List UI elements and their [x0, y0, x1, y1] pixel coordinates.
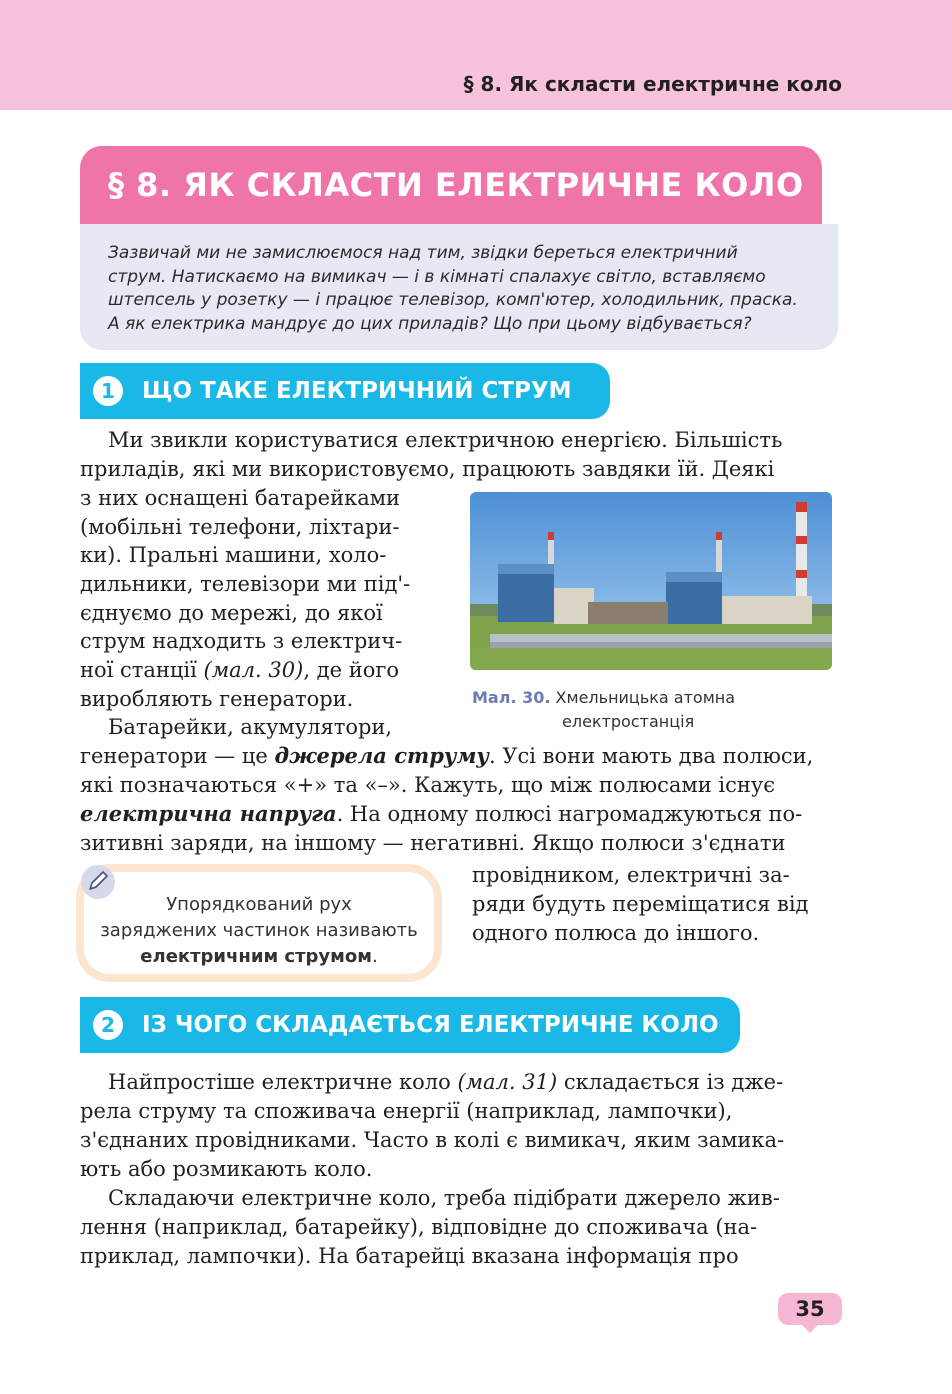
text-line: одного полюса до іншого.	[472, 921, 760, 945]
text-line-content: Ми звикли користуватися електричною енергією. Більшість	[108, 428, 783, 452]
running-header: § 8. Як скласти електричне коло	[463, 72, 842, 96]
text-line: з'єднаних провідниками. Часто в колі є вимикач, яким замика-	[80, 1128, 785, 1152]
text-line: зитивні заряди, на іншому — негативні. Якщо полюси з'єднати	[80, 831, 786, 855]
caption-text: електростанція	[562, 712, 695, 731]
text-line	[108, 1068, 783, 1097]
text-line: виробляють генератори.	[80, 687, 354, 711]
definition-term: електричним струмом	[140, 946, 372, 967]
definition-line: Упорядкований рух	[166, 894, 352, 915]
text-run: складається із дже-	[557, 1070, 784, 1094]
chapter-title: § 8. ЯК СКЛАСТИ ЕЛЕКТРИЧНЕ КОЛО	[108, 166, 804, 204]
section-title: ЩО ТАКЕ ЕЛЕКТРИЧНИЙ СТРУМ	[142, 378, 572, 404]
intro-box	[80, 224, 838, 350]
text-run: генератори — це	[80, 744, 275, 768]
text-line: приклад, лампочки). На батарейці вказана інформація про	[80, 1244, 739, 1268]
text-line: з них оснащені батарейками	[80, 486, 401, 510]
figure-label: Мал. 30.	[472, 688, 551, 707]
text-run: , де його	[303, 658, 399, 682]
section-number-badge: 2	[93, 1010, 123, 1040]
power-plant-photo	[470, 492, 832, 670]
text-line: рела струму та споживача енергії (наприклад, лампочки),	[80, 1099, 733, 1123]
section-2-heading	[80, 997, 740, 1053]
text-run: ної станції	[80, 658, 204, 682]
text-line	[80, 800, 802, 829]
text-line	[80, 656, 399, 685]
definition-line: заряджених частинок називають	[100, 920, 418, 941]
text-line: Складаючи електричне коло, треба підібрати джерело жив-	[108, 1186, 780, 1210]
text-line: Батарейки, акумулятори,	[108, 715, 393, 739]
intro-line: Зазвичай ми не замислюємося над тим, звідки береться електричний	[108, 243, 738, 263]
text-line	[80, 426, 832, 455]
text-line: ряди будуть переміщатися від	[472, 892, 809, 916]
text-run: . Усі вони мають два полюси,	[488, 744, 814, 768]
intro-line: А як електрика мандрує до цих приладів? Що при цьому відбувається?	[108, 313, 752, 334]
text-line: які позначаються «+» та «–». Кажуть, що між полюсами існує	[80, 773, 775, 797]
chapter-title-bar	[80, 146, 822, 224]
figure-reference: (мал. 30)	[203, 658, 304, 682]
intro-line: штепсель у розетку — і працює телевізор, комп'ютер, холодильник, праска.	[108, 290, 798, 310]
text-line: провідником, електричні за-	[472, 863, 790, 887]
text-line: (мобільні телефони, ліхтари-	[80, 515, 400, 539]
section-1-heading	[80, 363, 610, 419]
text-line	[80, 742, 813, 771]
pencil-icon	[80, 864, 116, 900]
intro-line: струм. Натискаємо на вимикач — і в кімнаті спалахує світло, вставляємо	[108, 266, 766, 287]
definition-text	[84, 892, 434, 970]
term-voltage: електрична напруга	[80, 801, 337, 826]
caption-text: Хмельницька атомна	[555, 688, 736, 707]
text-line: ють або розмикають коло.	[80, 1157, 373, 1181]
definition-box	[76, 864, 442, 982]
text-run: Найпростіше електричне коло	[108, 1070, 458, 1094]
text-line: струм надходить з електрич-	[80, 629, 403, 653]
text-line: дильники, телевізори ми під'-	[80, 572, 411, 596]
figure-reference: (мал. 31)	[457, 1070, 558, 1094]
page-number: 35	[778, 1293, 842, 1325]
text-line: єднуємо до мережі, до якої	[80, 601, 383, 625]
text-line: лення (наприклад, батарейку), відповідне до споживача (на-	[80, 1215, 758, 1239]
section-title: ІЗ ЧОГО СКЛАДАЄТЬСЯ ЕЛЕКТРИЧНЕ КОЛО	[142, 1012, 719, 1038]
page-number-tail	[801, 1324, 819, 1333]
text-line: ки). Пральні машини, холо-	[80, 543, 387, 567]
term-sources: джерела струму	[274, 743, 489, 768]
text-line: приладів, які ми використовуємо, працюють завдяки їй. Деякі	[80, 457, 775, 481]
figure-30-caption	[472, 686, 735, 734]
definition-end: .	[371, 946, 378, 967]
text-run: . На одному полюсі нагромаджуються по-	[336, 802, 803, 826]
section-number-badge: 1	[93, 376, 123, 406]
